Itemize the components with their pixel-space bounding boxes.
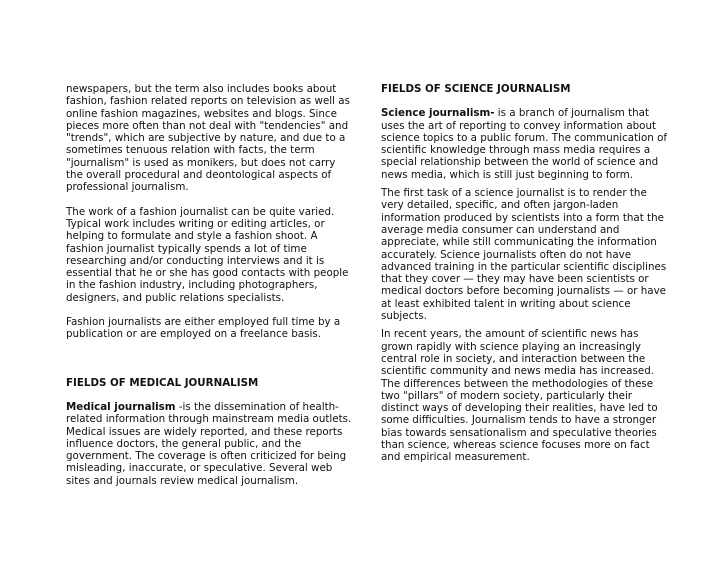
fashion-journalism-paragraph-2: The work of a fashion journalist can be quite varied. Typical work includes writing or editing articles, or helping to formulate and style a fashion shoot. A fashion journalist typically spends a lot of time researching and/or conducting interviews and it is essential that he or she has good contacts with people in the fashion industry, including photographers, designers, and public relations specialists. <box>66 205 349 304</box>
science-journalism-paragraph-1 <box>381 107 667 181</box>
science-journalism-body: is a branch of journalism that uses the art of reporting to convey information about science topics to a public forum. The communication of scientific knowledge through mass media requires a special relationship between the world of science and news media, which is still just beginning to form. <box>381 107 668 181</box>
fashion-journalism-paragraph-1: newspapers, but the term also includes books about fashion, fashion related reports on television as well as online fashion magazines, websites and blogs. Since pieces more often than not deal with "tendencies" and "trends", which are subjective by nature, and due to a sometimes tenuous relation with facts, the term "journalism" is used as monikers, but does not carry the overall procedural and deontological aspects of professional journalism. <box>66 83 350 194</box>
fashion-journalism-paragraph-3: Fashion journalists are either employed full time by a publication or are employed on a freelance basis. <box>66 316 341 341</box>
medical-journalism-lead: Medical journalism <box>66 400 176 413</box>
medical-journalism-heading: FIELDS OF MEDICAL JOURNALISM <box>66 376 259 389</box>
science-journalism-heading: FIELDS OF SCIENCE JOURNALISM <box>381 83 571 95</box>
left-column <box>66 83 354 487</box>
medical-journalism-body: -is the dissemination of health-related information through mainstream media outlets. Medical issues are widely reported, and these reports influence doctors, the general public, and the government. The coverage is often criticized for being misleading, inaccurate, or speculative. Several web sites and journals review medical journalism. <box>66 400 352 487</box>
right-column <box>381 83 667 464</box>
science-journalism-paragraph-2: The first task of a science journalist is to render the very detailed, specific, and often jargon-laden information produced by scientists into a form that the average media consumer can understand and appreciate, while still communicating the information accurately. Science journalists often do not have advanced training in the particular scientific disciplines that they cover — they may have been scientists or medical doctors before becoming journalists — or have at least exhibited talent in writing about science subjects. <box>381 187 667 323</box>
medical-journalism-paragraph <box>66 401 354 487</box>
science-journalism-paragraph-3: In recent years, the amount of scientific news has grown rapidly with science playing an increasingly central role in society, and interaction between the scientific community and news media has increased. The differences between the methodologies of these two "pillars" of modern society, particularly their distinct ways of developing their realities, have led to some difficulties. Journalism tends to have a stronger bias towards sensationalism and speculative theories than science, whereas science focuses more on fact and empirical measurement. <box>381 328 658 464</box>
science-journalism-lead: Science journalism- <box>381 107 495 120</box>
